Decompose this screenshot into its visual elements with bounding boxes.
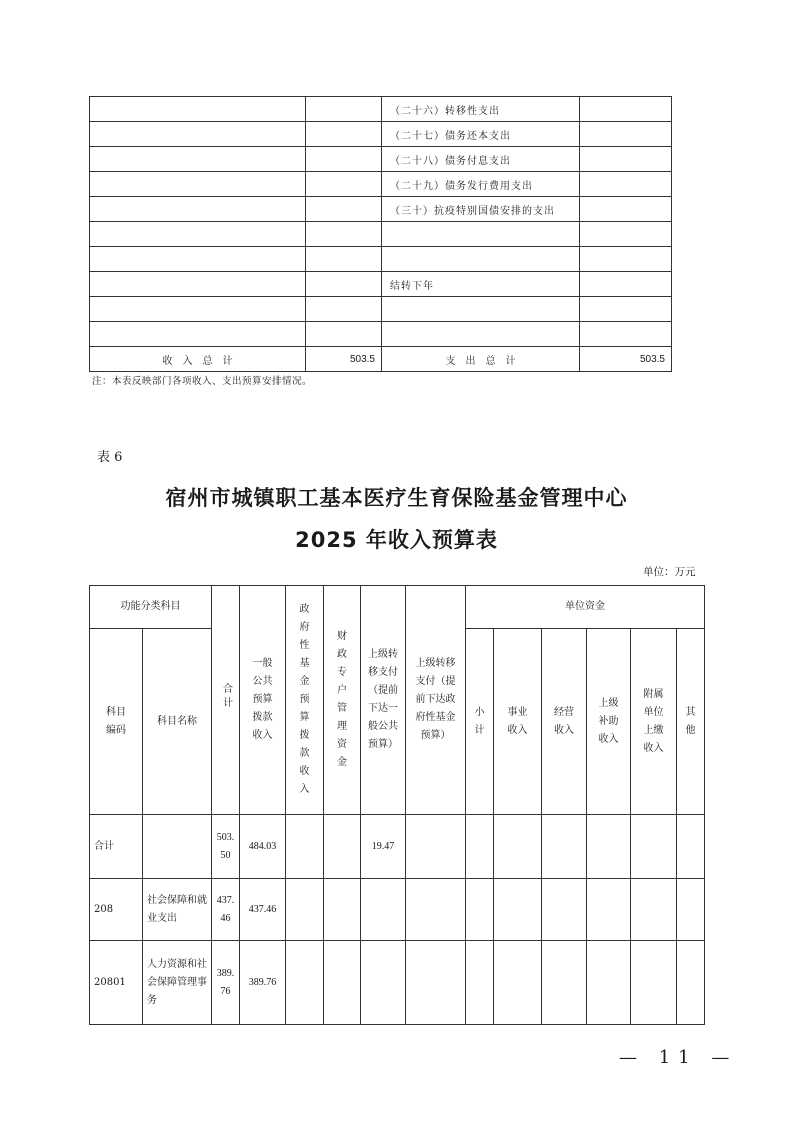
unit-funds-cell [587,879,631,941]
table-note: 注：本表反映部门各项收入、支出预算安排情况。 [92,376,313,387]
expense-item-cell: 结转下年 [382,272,580,297]
income-amount-cell [306,322,382,347]
expense-item-cell: （二十六）转移性支出 [382,97,580,122]
unit-funds-cell [677,815,705,879]
code-cell: 20801 [90,941,143,1025]
header-upper-subsidy: 上级补助收入 [587,629,631,815]
code-cell: 208 [90,879,143,941]
unit-funds-cell [494,815,542,879]
header-affiliated-income: 附属单位上缴收入 [631,629,677,815]
total-row [90,347,672,372]
upper-transfer-general-cell [361,879,406,941]
unit-funds-cell [406,815,466,879]
expense-item-cell [382,222,580,247]
income-amount-cell [306,172,382,197]
header-general-budget: 一般公共预算拨款收入 [240,586,286,815]
income-amount-cell [306,297,382,322]
header-unit-funds: 单位资金 [466,586,705,629]
unit-funds-cell [631,879,677,941]
income-item-cell [90,97,306,122]
income-item-cell [90,147,306,172]
table-row [90,97,672,122]
table-row [90,172,672,197]
expense-amount-cell [580,147,672,172]
income-item-cell [90,222,306,247]
header-operating-income: 经营收入 [542,629,587,815]
table-row [90,272,672,297]
header-name: 科目名称 [143,629,212,815]
header-code: 科目编码 [90,629,143,815]
unit-funds-cell [406,879,466,941]
expense-summary-table [89,96,672,372]
income-item-cell [90,172,306,197]
table-number-label: 表 6 [97,450,123,465]
expense-amount-cell [580,322,672,347]
name-cell [143,815,212,879]
expense-amount-cell [580,222,672,247]
unit-funds-cell [677,941,705,1025]
table-row [90,879,705,941]
table-row [90,122,672,147]
income-item-cell [90,197,306,222]
unit-funds-cell [466,879,494,941]
header-func-category: 功能分类科目 [90,586,212,629]
unit-funds-cell [494,879,542,941]
income-budget-table [89,585,705,1025]
unit-funds-cell [631,941,677,1025]
table-row [90,322,672,347]
unit-funds-cell [542,879,587,941]
expense-item-cell: （二十七）债务还本支出 [382,122,580,147]
table-row [90,941,705,1025]
income-item-cell [90,322,306,347]
general-budget-cell: 484.03 [240,815,286,879]
gov-fund-cell [286,941,324,1025]
expense-item-cell [382,297,580,322]
special-fund-cell [324,815,361,879]
expense-item-cell: （二十九）债务发行费用支出 [382,172,580,197]
upper-transfer-general-cell [361,941,406,1025]
income-amount-cell [306,122,382,147]
unit-funds-cell [587,815,631,879]
income-item-cell [90,247,306,272]
income-amount-cell [306,272,382,297]
gov-fund-cell [286,879,324,941]
income-item-cell [90,272,306,297]
header-total: 合计 [212,586,240,815]
income-amount-cell [306,147,382,172]
unit-funds-cell [542,815,587,879]
unit-label: 单位：万元 [643,566,696,578]
income-amount-cell [306,197,382,222]
general-budget-cell: 437.46 [240,879,286,941]
total-income-value: 503.5 [306,347,382,372]
total-cell: 389.76 [212,941,240,1025]
name-cell: 社会保障和就业支出 [143,879,212,941]
expense-item-cell [382,247,580,272]
page-number: — 11 — [619,1047,738,1068]
expense-amount-cell [580,97,672,122]
expense-amount-cell [580,297,672,322]
header-subtotal: 小计 [466,629,494,815]
unit-funds-cell [587,941,631,1025]
header-gov-fund: 政府性基金预算拨款收入 [286,586,324,815]
header-other: 其他 [677,629,705,815]
table-row [90,297,672,322]
special-fund-cell [324,879,361,941]
unit-funds-cell [406,941,466,1025]
total-income-label: 收 入 总 计 [90,347,306,372]
expense-amount-cell [580,272,672,297]
total-expense-value: 503.5 [580,347,672,372]
total-cell: 503.50 [212,815,240,879]
table-row [90,815,705,879]
expense-amount-cell [580,197,672,222]
expense-amount-cell [580,247,672,272]
name-cell: 人力资源和社会保障管理事务 [143,941,212,1025]
unit-funds-cell [631,815,677,879]
income-item-cell [90,122,306,147]
general-budget-cell: 389.76 [240,941,286,1025]
expense-item-cell: （三十）抗疫特别国债安排的支出 [382,197,580,222]
unit-funds-cell [542,941,587,1025]
unit-funds-cell [466,815,494,879]
income-amount-cell [306,247,382,272]
total-expense-label: 支 出 总 计 [382,347,580,372]
expense-amount-cell [580,122,672,147]
expense-item-cell: （二十八）债务付息支出 [382,147,580,172]
total-cell: 437.46 [212,879,240,941]
unit-funds-cell [494,941,542,1025]
table-row [90,197,672,222]
upper-transfer-general-cell: 19.47 [361,815,406,879]
expense-item-cell [382,322,580,347]
unit-funds-cell [466,941,494,1025]
header-upper-transfer-fund: 上级转移支付（提前下达政府性基金预算） [406,586,466,815]
expense-amount-cell [580,172,672,197]
page-subtitle: 2025 年收入预算表 [295,528,498,552]
header-special-fund: 财政专户管理资金 [324,586,361,815]
gov-fund-cell [286,815,324,879]
special-fund-cell [324,941,361,1025]
table-row [90,222,672,247]
page-title: 宿州市城镇职工基本医疗生育保险基金管理中心 [165,486,628,510]
unit-funds-cell [677,879,705,941]
header-business-income: 事业收入 [494,629,542,815]
table-row [90,147,672,172]
income-item-cell [90,297,306,322]
code-cell: 合计 [90,815,143,879]
income-amount-cell [306,97,382,122]
table-row [90,247,672,272]
header-upper-transfer-general: 上级转移支付（提前下达一般公共预算） [361,586,406,815]
income-amount-cell [306,222,382,247]
